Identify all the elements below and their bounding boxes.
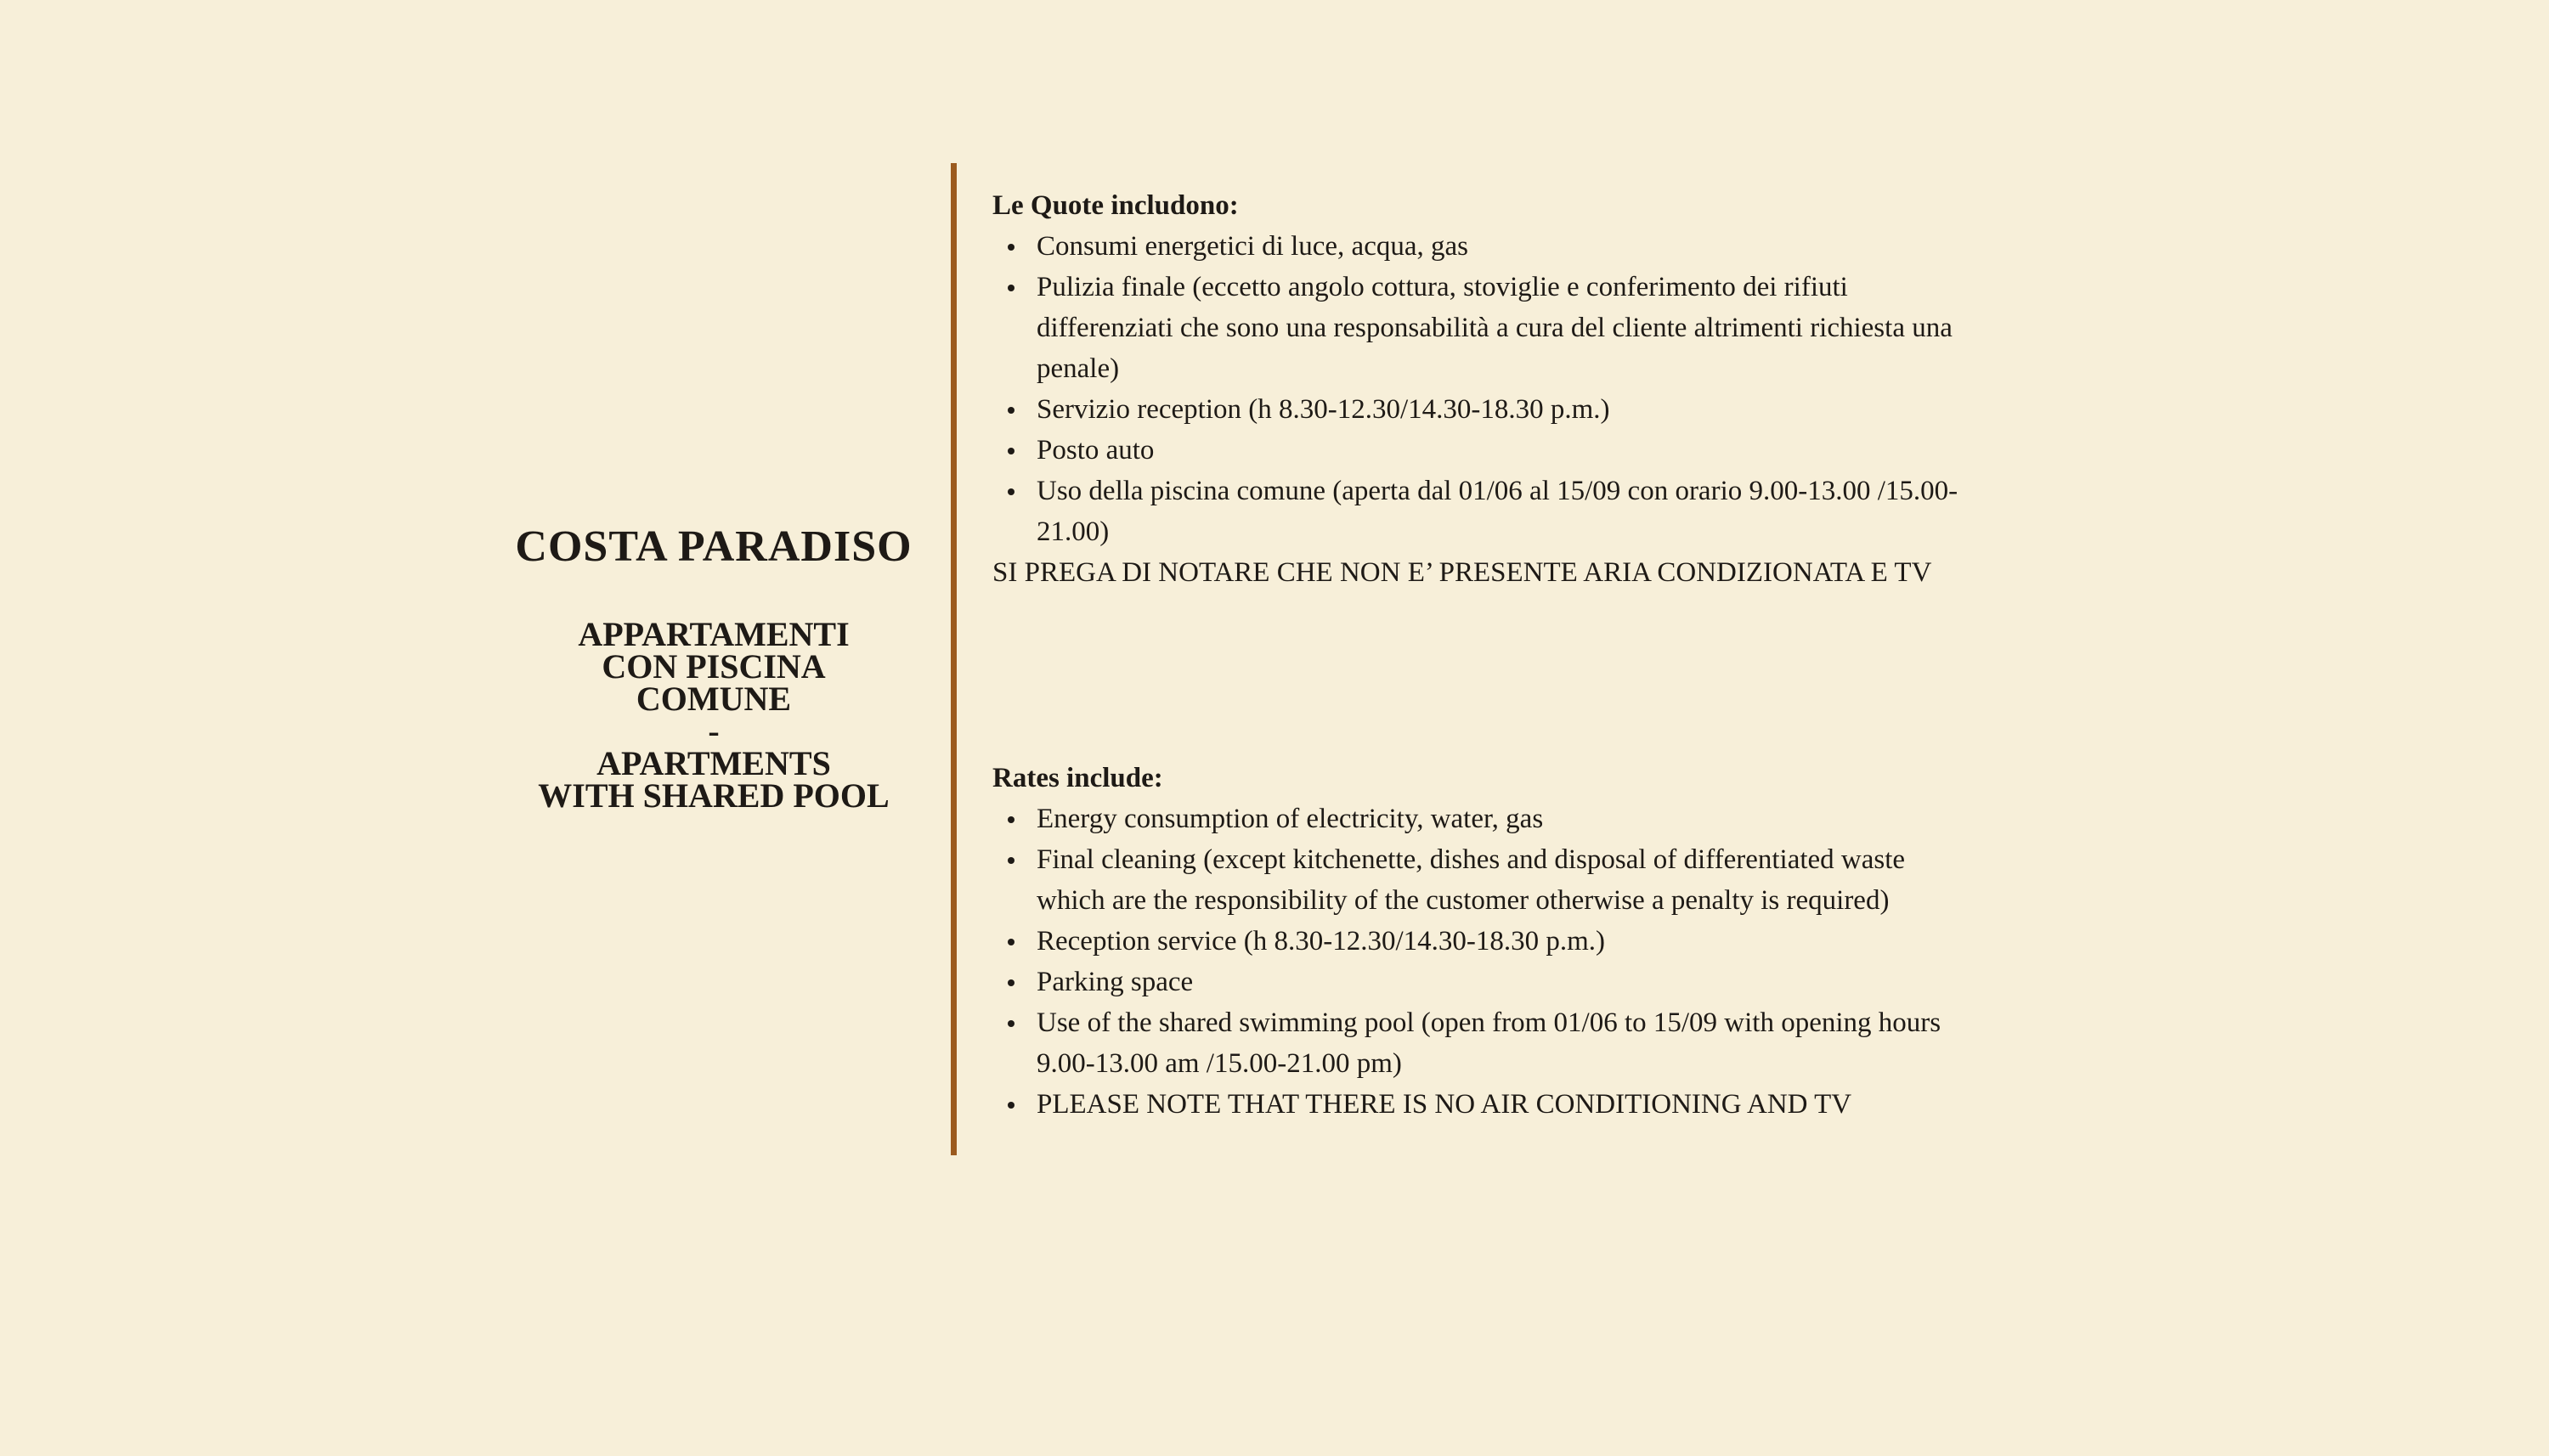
list-item: Reception service (h 8.30-12.30/14.30-18.30 p.m.) (992, 921, 1970, 962)
italian-heading: Le Quote includono: (992, 190, 1239, 221)
italian-list (992, 226, 1970, 552)
english-list (992, 799, 1970, 1125)
subtitle-line: WITH SHARED POOL (538, 776, 890, 815)
list-item: Energy consumption of electricity, water, gas (992, 799, 1970, 839)
list-item: Pulizia finale (eccetto angolo cottura, stoviglie e conferimento dei rifiuti differenziati che sono una responsabilità a cura del cliente altrimenti richiesta una penale) (992, 267, 1970, 389)
list-item: Servizio reception (h 8.30-12.30/14.30-18.30 p.m.) (992, 389, 1970, 430)
english-section (992, 758, 1970, 1125)
list-item: Uso della piscina comune (aperta dal 01/06 al 15/09 con orario 9.00-13.00 /15.00-21.00) (992, 471, 1970, 552)
italian-section (992, 185, 1970, 593)
subtitle-separator: - (708, 712, 720, 751)
subtitle-line: CON PISCINA (602, 647, 826, 686)
list-item: Parking space (992, 962, 1970, 1002)
italian-note: SI PREGA DI NOTARE CHE NON E’ PRESENTE ARIA CONDIZIONATA E TV (992, 557, 1932, 588)
list-item: Final cleaning (except kitchenette, dishes and disposal of differentiated waste which are the responsibility of the customer otherwise a penalty is required) (992, 839, 1970, 921)
english-heading: Rates include: (992, 763, 1163, 793)
subtitle-line: APPARTAMENTI (578, 615, 850, 654)
property-title: COSTA PARADISO (515, 522, 913, 571)
subtitle-line: APARTMENTS (596, 744, 831, 783)
title-panel (476, 522, 952, 815)
list-item: Posto auto (992, 430, 1970, 471)
list-item: PLEASE NOTE THAT THERE IS NO AIR CONDITIONING AND TV (992, 1084, 1970, 1125)
list-item: Consumi energetici di luce, acqua, gas (992, 226, 1970, 267)
property-subtitle (476, 615, 952, 815)
list-item: Use of the shared swimming pool (open from 01/06 to 15/09 with opening hours 9.00-13.00 am /15.00-21.00 pm) (992, 1002, 1970, 1084)
vertical-divider (951, 163, 957, 1155)
subtitle-line: COMUNE (636, 680, 792, 719)
